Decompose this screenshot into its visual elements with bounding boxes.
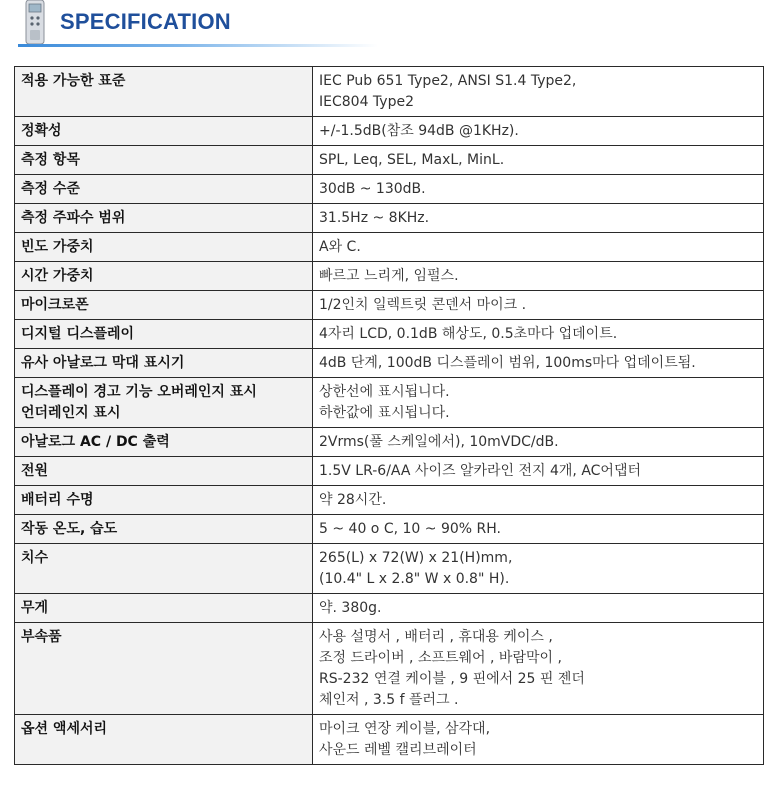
spec-label: 측정 항목 <box>21 152 80 168</box>
spec-label: 마이크로폰 <box>21 297 89 313</box>
spec-value-cell <box>313 594 764 623</box>
table-row <box>15 544 764 594</box>
spec-label: 시간 가중치 <box>21 268 94 284</box>
spec-value: 31.5Hz ~ 8KHz. <box>319 210 430 226</box>
spec-value-cell <box>313 233 764 262</box>
table-row <box>15 715 764 765</box>
spec-label-cell <box>15 544 313 594</box>
spec-value-cell <box>313 428 764 457</box>
spec-label: 측정 수준 <box>21 181 80 197</box>
spec-value: SPL, Leq, SEL, MaxL, MinL. <box>319 152 505 168</box>
spec-value: 약. 380g. <box>319 600 382 616</box>
spec-value: 상한선에 표시됩니다. <box>319 384 450 400</box>
table-row <box>15 594 764 623</box>
spec-value: 4dB 단계, 100dB 디스플레이 범위, 100ms마다 업데이트됨. <box>319 355 696 371</box>
table-row <box>15 262 764 291</box>
spec-value-cell <box>313 291 764 320</box>
spec-label: 디스플레이 경고 기능 오버레인지 표시 <box>21 384 257 400</box>
spec-value: 체인저 , 3.5 f 플러그 . <box>319 692 459 708</box>
spec-value: 약 28시간. <box>319 492 387 508</box>
spec-label: 옵션 액세서리 <box>21 721 108 737</box>
table-row <box>15 428 764 457</box>
spec-value-cell <box>313 515 764 544</box>
spec-label: 언더레인지 표시 <box>21 405 121 421</box>
spec-value: 조정 드라이버 , 소프트웨어 , 바람막이 , <box>319 650 562 666</box>
spec-label-cell <box>15 320 313 349</box>
spec-label-cell <box>15 515 313 544</box>
spec-value-cell <box>313 117 764 146</box>
table-row <box>15 378 764 428</box>
spec-label: 빈도 가중치 <box>21 239 94 255</box>
spec-value: 4자리 LCD, 0.1dB 해상도, 0.5초마다 업데이트. <box>319 326 618 342</box>
spec-label: 유사 아날로그 막대 표시기 <box>21 355 185 371</box>
spec-value: 사용 설명서 , 배터리 , 휴대용 케이스 , <box>319 629 553 645</box>
table-row <box>15 320 764 349</box>
spec-value-cell <box>313 457 764 486</box>
sound-level-meter-icon <box>20 0 50 46</box>
spec-value: 1.5V LR-6/AA 사이즈 알카라인 전지 4개, AC어댑터 <box>319 463 641 479</box>
table-row <box>15 204 764 233</box>
spec-label: 정확성 <box>21 123 62 139</box>
spec-label-cell <box>15 428 313 457</box>
spec-value: 하한값에 표시됩니다. <box>319 405 450 421</box>
spec-label-cell <box>15 204 313 233</box>
spec-value-cell <box>313 262 764 291</box>
table-row <box>15 146 764 175</box>
section-header <box>0 0 780 52</box>
spec-label-cell <box>15 457 313 486</box>
spec-value-cell <box>313 349 764 378</box>
table-row <box>15 233 764 262</box>
table-row <box>15 67 764 117</box>
spec-value: RS-232 연결 케이블 , 9 핀에서 25 핀 젠더 <box>319 671 585 687</box>
spec-value: IEC Pub 651 Type2, ANSI S1.4 Type2, <box>319 73 577 89</box>
spec-value: +/-1.5dB(참조 94dB @1KHz). <box>319 123 519 139</box>
spec-value-cell <box>313 146 764 175</box>
table-row <box>15 117 764 146</box>
spec-table-body <box>15 67 764 765</box>
spec-label: 배터리 수명 <box>21 492 94 508</box>
spec-value: 265(L) x 72(W) x 21(H)mm, <box>319 550 513 566</box>
spec-label: 부속품 <box>21 629 62 645</box>
spec-value: A와 C. <box>319 239 361 255</box>
table-row <box>15 515 764 544</box>
spec-value: 30dB ~ 130dB. <box>319 181 426 197</box>
spec-value-cell <box>313 544 764 594</box>
table-row <box>15 175 764 204</box>
table-row <box>15 623 764 715</box>
title-underline <box>18 44 378 47</box>
spec-value: 마이크 연장 케이블, 삼각대, <box>319 721 491 737</box>
spec-value: (10.4" L x 2.8" W x 0.8" H). <box>319 571 510 587</box>
spec-value: 사운드 레벨 캘리브레이터 <box>319 742 477 758</box>
spec-value-cell <box>313 378 764 428</box>
spec-label-cell <box>15 378 313 428</box>
spec-value: IEC804 Type2 <box>319 94 414 110</box>
spec-value: 2Vrms(풀 스케일에서), 10mVDC/dB. <box>319 434 559 450</box>
spec-label-cell <box>15 349 313 378</box>
spec-value-cell <box>313 320 764 349</box>
spec-label-cell <box>15 233 313 262</box>
spec-value: 5 ~ 40 o C, 10 ~ 90% RH. <box>319 521 501 537</box>
spec-label-cell <box>15 623 313 715</box>
spec-label-cell <box>15 291 313 320</box>
spec-label-cell <box>15 146 313 175</box>
spec-label: 디지털 디스플레이 <box>21 326 135 342</box>
table-row <box>15 457 764 486</box>
spec-label: 무게 <box>21 600 49 616</box>
spec-value-cell <box>313 715 764 765</box>
spec-value-cell <box>313 175 764 204</box>
spec-label: 적용 가능한 표준 <box>21 73 126 89</box>
spec-label: 작동 온도, 습도 <box>21 521 118 537</box>
spec-label-cell <box>15 594 313 623</box>
spec-value-cell <box>313 204 764 233</box>
spec-label: 측정 주파수 범위 <box>21 210 126 226</box>
spec-value-cell <box>313 623 764 715</box>
spec-label-cell <box>15 67 313 117</box>
page-title: SPECIFICATION <box>60 9 231 34</box>
spec-table <box>14 66 764 765</box>
spec-label-cell <box>15 486 313 515</box>
spec-value-cell <box>313 486 764 515</box>
spec-value: 1/2인치 일렉트릿 콘덴서 마이크 . <box>319 297 527 313</box>
table-row <box>15 349 764 378</box>
spec-label-cell <box>15 175 313 204</box>
spec-label: 전원 <box>21 463 49 479</box>
spec-label: 아날로그 AC / DC 출력 <box>21 434 170 450</box>
table-row <box>15 291 764 320</box>
spec-value: 빠르고 느리게, 임펄스. <box>319 268 459 284</box>
spec-label-cell <box>15 117 313 146</box>
spec-label: 치수 <box>21 550 49 566</box>
spec-label-cell <box>15 262 313 291</box>
spec-label-cell <box>15 715 313 765</box>
table-row <box>15 486 764 515</box>
spec-value-cell <box>313 67 764 117</box>
